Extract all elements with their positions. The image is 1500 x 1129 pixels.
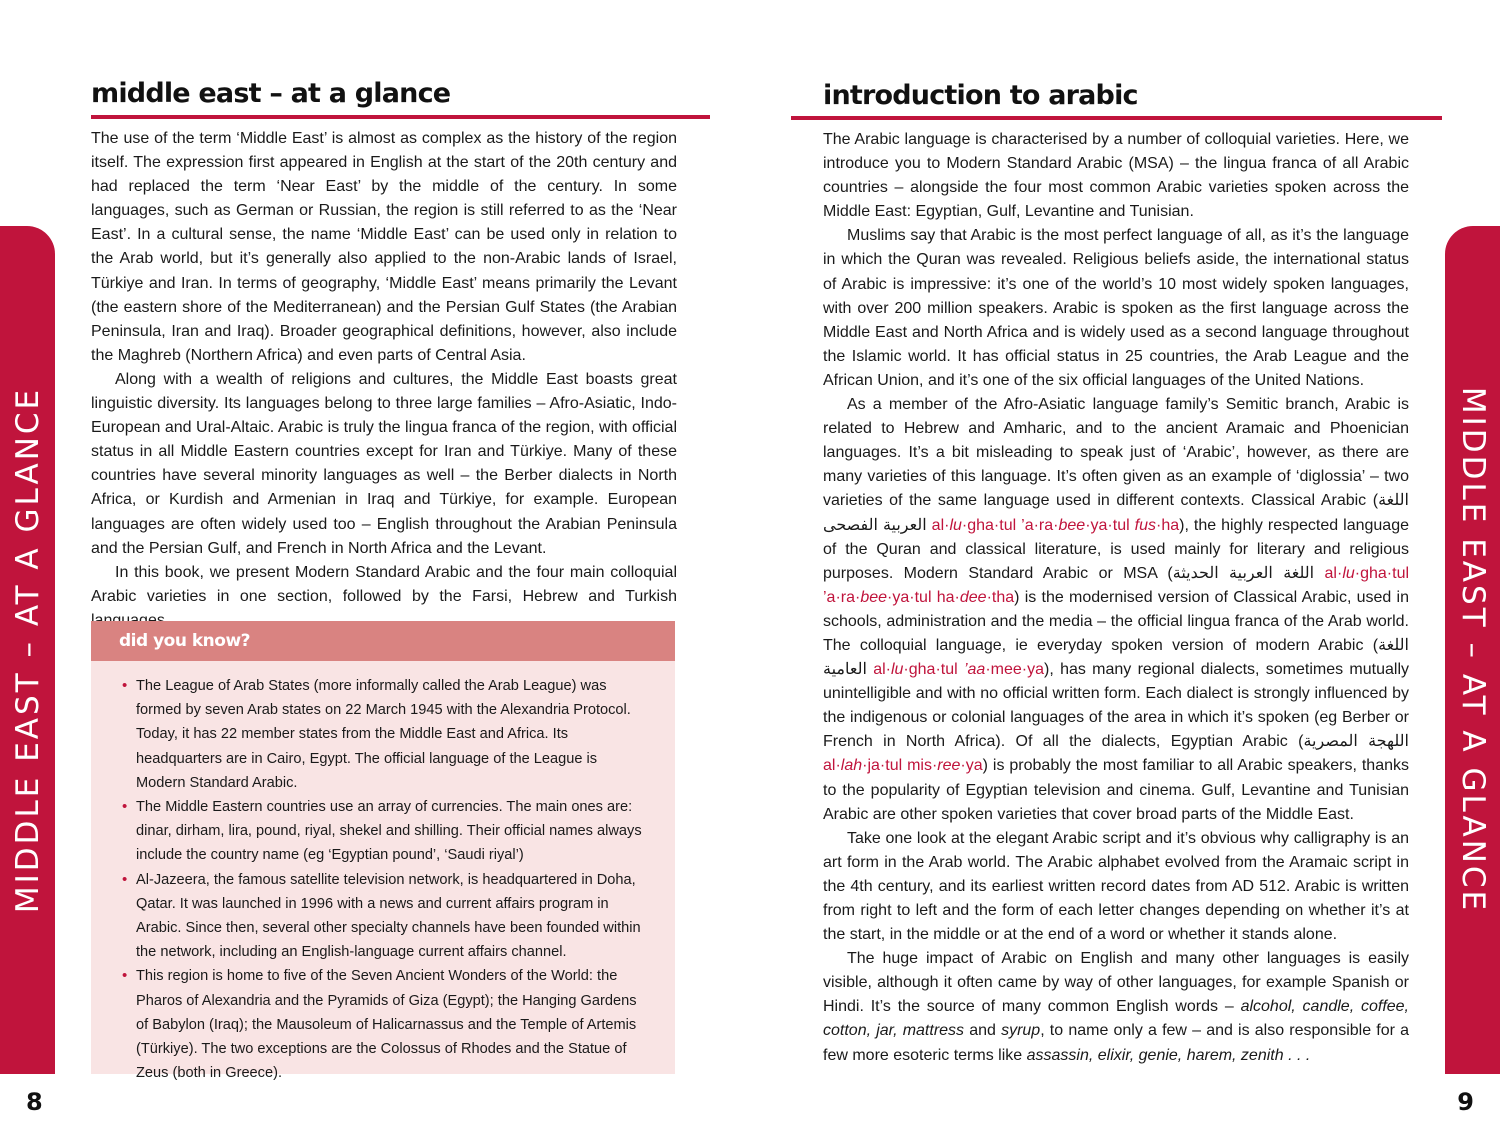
paragraph: Muslims say that Arabic is the most perfect language of all, as it’s the language in which the Quran was revealed. Religious beliefs aside, the international status of Arabic is impressive: it’s one of the world’s 10 most widely spoken languages, with over 200 million speakers. Arabic is spoken as the first language across the Middle East and North Africa and is widely used as a second language throughout the Islamic world. It has official status in 25 countries, the Arab League and the African Union, and it’s one of the six official languages of the United Nations.	[823, 227, 1409, 389]
arabic-script: اللغة العربية الفصحى	[823, 492, 1409, 534]
arabic-script: اللهجة المصرية	[1303, 733, 1409, 751]
section-tab-label: MIDDLE EAST – AT A GLANCE	[1454, 386, 1491, 914]
page-title: middle east – at a glance	[91, 78, 451, 109]
paragraph: Take one look at the elegant Arabic script and it’s obvious why calligraphy is an art form in the Arab world. The Arabic alphabet evolved from the Aramaic script in the 4th century, and its earliest written record dates from AD 512. Arabic is written from right to left and the form of each letter changes depending on whether it’s at the start, in the middle or at the end of a word or whether it stands alone.	[823, 829, 1409, 944]
page-number: 8	[26, 1088, 43, 1116]
bullet-icon: •	[122, 870, 128, 888]
body-text	[823, 128, 1409, 1068]
list-item-text: The Middle Eastern countries use an array of currencies. The main ones are: dinar, dirham, lira, pound, riyal, shekel and shilling. Their official names always include the country name (eg ‘Egyptian pound’, ‘Saudi riyal’)	[136, 799, 642, 864]
list-item	[91, 795, 675, 868]
did-you-know-title: did you know?	[91, 621, 675, 661]
arabic-script: اللغة العربية الحديثة	[1172, 564, 1315, 582]
transliteration: al·lu·gha·tul ’aa·mee·ya	[873, 661, 1045, 679]
did-you-know-list	[91, 674, 675, 1085]
transliteration: al·lu·gha·tul ’a·ra·bee·ya·tul fus·ha	[931, 516, 1180, 534]
list-item	[91, 964, 675, 1085]
section-tab-label: MIDDLE EAST – AT A GLANCE	[9, 386, 46, 914]
list-item-text: Al-Jazeera, the famous satellite television network, is headquartered in Doha, Qatar. It was launched in 1996 with a news and current affairs program in Arabic. Since then, several other specialty channels have been founded within the network, including an English-language current affairs channel.	[136, 871, 641, 961]
heading-rule	[791, 116, 1442, 120]
transliteration: al·lu·gha·tul ’a·ra·bee·ya·tul ha·dee·tha	[823, 564, 1410, 606]
section-tab-left	[0, 226, 55, 1074]
bullet-icon: •	[122, 677, 128, 694]
right-page	[750, 0, 1500, 1129]
list-item	[91, 674, 675, 795]
paragraph: Along with a wealth of religions and cultures, the Middle East boasts great linguistic diversity. Its languages belong to three large families – Afro-Asiatic, Indo-European and Ural-Altaic. Arabic is truly the lingua franca of the region, with official status in all Middle Eastern countries except for Iran and Türkiye. Many of these countries have several minority languages as well – the Berber dialects in North Africa, or Kurdish and Armenian in Iraq and Türkiye, for example. European languages are often widely used too – English throughout the Arabian Peninsula and the Persian Gulf, and French in North Africa and the Levant.	[91, 370, 677, 557]
paragraph: The Arabic language is characterised by a number of colloquial varieties. Here, we introduce you to Modern Standard Arabic (MSA) – the lingua franca of all Arabic countries – alongside the four most common Arabic varieties spoken across the Middle East: Egyptian, Gulf, Levantine and Tunisian.	[823, 131, 1409, 221]
bullet-icon: •	[122, 798, 128, 816]
body-text	[91, 127, 677, 633]
list-item-text: This region is home to five of the Seven Ancient Wonders of the World: the Pharos of Alexandria and the Pyramids of Giza (Egypt); the Hanging Gardens of Babylon (Iraq); the Mausoleum of Halicarnassus and the Temple of Artemis (Türkiye). The two exceptions are the Colossus of Rhodes and the Statue of Zeus (both in Greece).	[136, 968, 637, 1082]
heading-rule	[91, 115, 710, 119]
section-tab-right	[1445, 226, 1500, 1074]
paragraph: As a member of the Afro-Asiatic language family’s Semitic branch, Arabic is related to Hebrew and Amharic, and to the ancient Aramaic and Phoenician languages. It’s a bit misleading to speak just of ‘Arabic’, however, as there are many varieties of this language. It’s often given as an example of ‘diglossia’ – two varieties of the same language used in different contexts. Classical Arabic (اللغة العربية الفصحى al·lu·gha·tul ’a·ra·bee·ya·tul fus·ha), the highly respected language of the Quran and classical literature, is used mainly for literary and religious purposes. Modern Standard Arabic or MSA (اللغة العربية الحديثة al·lu·gha·tul ’a·ra·bee·ya·tul ha·dee·tha) is the modernised version of Classical Arabic, used in schools, administration and the media – the official lingua franca of the Arab world. The colloquial language, ie everyday spoken version of modern Arabic (اللغة العامية al·lu·gha·tul ’aa·mee·ya), has many regional dialects, sometimes mutually unintelligible and with no official written form. Each dialect is strongly influenced by the indigenous or colonial languages of the area in which it’s spoken (eg Berber or French in North Africa). Of all the dialects, Egyptian Arabic (اللهجة المصرية al·lah·ja·tul mis·ree·ya) is probably the most familiar to all Arabic speakers, thanks to the popularity of Egyptian television and cinema. Gulf, Levantine and Tunisian Arabic are other spoken varieties that cover broad parts of the Middle East.	[823, 396, 1410, 823]
bullet-icon: •	[122, 967, 128, 985]
list-item-text: The League of Arab States (more informally called the Arab League) was formed by seven Arab states on 22 March 1945 with the Alexandria Protocol. Today, it has 22 member states from the Middle East and Africa. Its headquarters are in Cairo, Egypt. The official language of the League is Modern Standard Arabic.	[136, 678, 631, 791]
transliteration: al·lah·ja·tul mis·ree·ya	[823, 757, 983, 775]
paragraph: The huge impact of Arabic on English and many other languages is easily visible, although it often came by way of other languages, for example Spanish or Hindi. It’s the source of many common English words – alcohol, candle, coffee, cotton, jar, mattress and syrup, to name only a few – and is also responsible for a few more esoteric terms like assassin, elixir, genie, harem, zenith . . .	[823, 950, 1410, 1064]
list-item	[91, 868, 675, 965]
arabic-script: اللغة العامية	[823, 636, 1409, 679]
paragraph: In this book, we present Modern Standard Arabic and the four main colloquial Arabic varieties in one section, followed by the Farsi, Hebrew and Turkish	[91, 563, 677, 605]
page-title: introduction to arabic	[823, 80, 1138, 111]
did-you-know-box	[91, 621, 675, 1082]
page-number: 9	[1457, 1088, 1474, 1116]
paragraph: The use of the term ‘Middle East’ is almost as complex as the history of the region itself. The expression first appeared in English at the start of the 20th century and had replaced the term ‘Near East’ by the middle of the century. In some languages, such as German or Russian, the region is still referred to as the ‘Near East’. In a cultural sense, the name ‘Middle East’ can be used only in relation to the Arab world, but it’s generally also applied to the non-Arabic lands of Israel, Türkiye and Iran. In terms of geography, ‘Middle East’ means primarily the Levant (the eastern shore of the Mediterranean) and the Persian Gulf States (the Arabian Peninsula, Iran and Iraq). Broader geographical definitions, however, also include the Maghreb (Northern Africa) and even parts of Central Asia.	[91, 130, 677, 364]
